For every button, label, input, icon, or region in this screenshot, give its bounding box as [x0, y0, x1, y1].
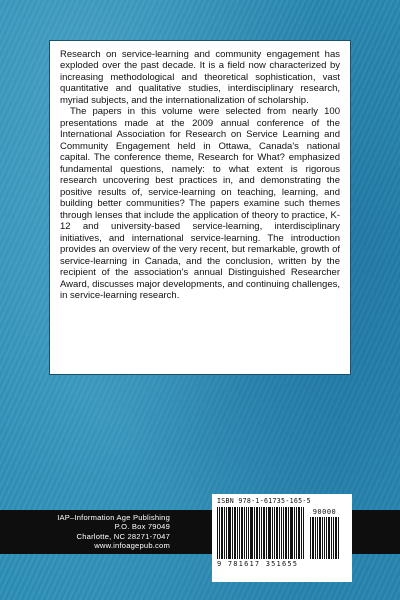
- barcode-bar: [285, 507, 287, 559]
- barcode-bar: [298, 507, 300, 559]
- barcode-bar: [244, 507, 245, 559]
- barcode-bar: [263, 507, 265, 559]
- barcode-bar: [281, 507, 282, 559]
- barcode-bar: [250, 507, 253, 559]
- barcode-bar: [294, 507, 295, 559]
- barcode-bar: [246, 507, 247, 559]
- barcode-bar: [338, 517, 339, 559]
- barcode-bar: [319, 517, 321, 559]
- barcode-bar: [237, 507, 238, 559]
- blurb-paragraph-1: Research on service-learning and community engagement has exploded over the past decade. It is a field now characterized by increasing methodological and theoretical sophistication, vast quantitative and qualitative studies, interdisciplinary research, myriad subjects, and the internationalization of scholarship.: [60, 49, 340, 106]
- barcode-bars: [217, 507, 304, 559]
- publisher-address-line-1: P.O. Box 79049: [114, 522, 170, 532]
- barcode-bar: [248, 507, 249, 559]
- barcode-bar: [315, 517, 316, 559]
- barcode-bar: [272, 507, 273, 559]
- barcode-bar: [317, 517, 318, 559]
- barcode-bar: [328, 517, 330, 559]
- publisher-website: www.infoagepub.com: [94, 541, 170, 551]
- barcode-bar: [312, 517, 314, 559]
- barcode-bar: [224, 507, 225, 559]
- addon-price-code: 90000: [312, 508, 337, 516]
- barcode-bar: [335, 517, 337, 559]
- blurb-paragraph-2: The papers in this volume were selected from nearly 100 presentations made at the 2009 annual conference of the International Association for Research on Service Learning and Community Engagement held in Ottawa, Canada's national capital. The conference theme, Research for What? emphasized fundamental questions, namely: to what extent is rigorous research uncovering best practices in, and demonstrating the positive results of, service-learning on teaching, learning, and building better communities? The papers examine such themes through lenses that include the application of theory to practice, K-12 and university-based service-learning, interdisciplinary initiatives, and international service-learning. The introduction provides an overview of the very recent, but remarkable, growth of service-learning in Canada, and the conclusion, written by the recipient of the association's annual Distinguished Researcher Award, discusses major developments, and continuing challenges, in service-learning research.: [60, 106, 340, 302]
- publisher-block: [0, 513, 170, 551]
- barcode-box: [212, 494, 352, 582]
- barcode-bar: [276, 507, 278, 559]
- barcode-bar: [266, 507, 267, 559]
- barcode-bar: [322, 517, 323, 559]
- barcode-bar: [288, 507, 289, 559]
- barcode-bar: [331, 517, 332, 559]
- barcode-bar: [283, 507, 284, 559]
- barcode-bar: [324, 517, 325, 559]
- barcode-bar: [234, 507, 236, 559]
- barcode-bar: [219, 507, 220, 559]
- barcode-bar: [241, 507, 243, 559]
- ean-digits: 9 781617 351655: [217, 560, 299, 568]
- barcode-bar: [326, 517, 327, 559]
- barcode-bar: [261, 507, 262, 559]
- barcode-bar: [256, 507, 258, 559]
- barcode-bar: [254, 507, 255, 559]
- addon-bars: [310, 517, 339, 559]
- barcode-bar: [221, 507, 223, 559]
- barcode-bar: [259, 507, 260, 559]
- barcode-bar: [268, 507, 271, 559]
- barcode-bar: [296, 507, 297, 559]
- barcode-bar: [310, 517, 311, 559]
- barcode-bar: [274, 507, 275, 559]
- barcode-bar: [290, 507, 293, 559]
- blurb-box: [49, 40, 351, 375]
- barcode-bar: [239, 507, 240, 559]
- barcode-bar: [232, 507, 233, 559]
- barcode-bar: [217, 507, 218, 559]
- barcode-bar: [279, 507, 280, 559]
- barcode-bar: [228, 507, 231, 559]
- barcode-addon: [310, 508, 339, 559]
- publisher-address-line-2: Charlotte, NC 28271-7047: [76, 531, 170, 541]
- barcode-bar: [226, 507, 227, 559]
- barcode-bar: [333, 517, 334, 559]
- isbn-label: ISBN 978-1-61735-165-5: [217, 497, 311, 505]
- barcode-bar: [301, 507, 302, 559]
- barcode-bar: [303, 507, 304, 559]
- publisher-name: IAP–Information Age Publishing: [57, 513, 170, 522]
